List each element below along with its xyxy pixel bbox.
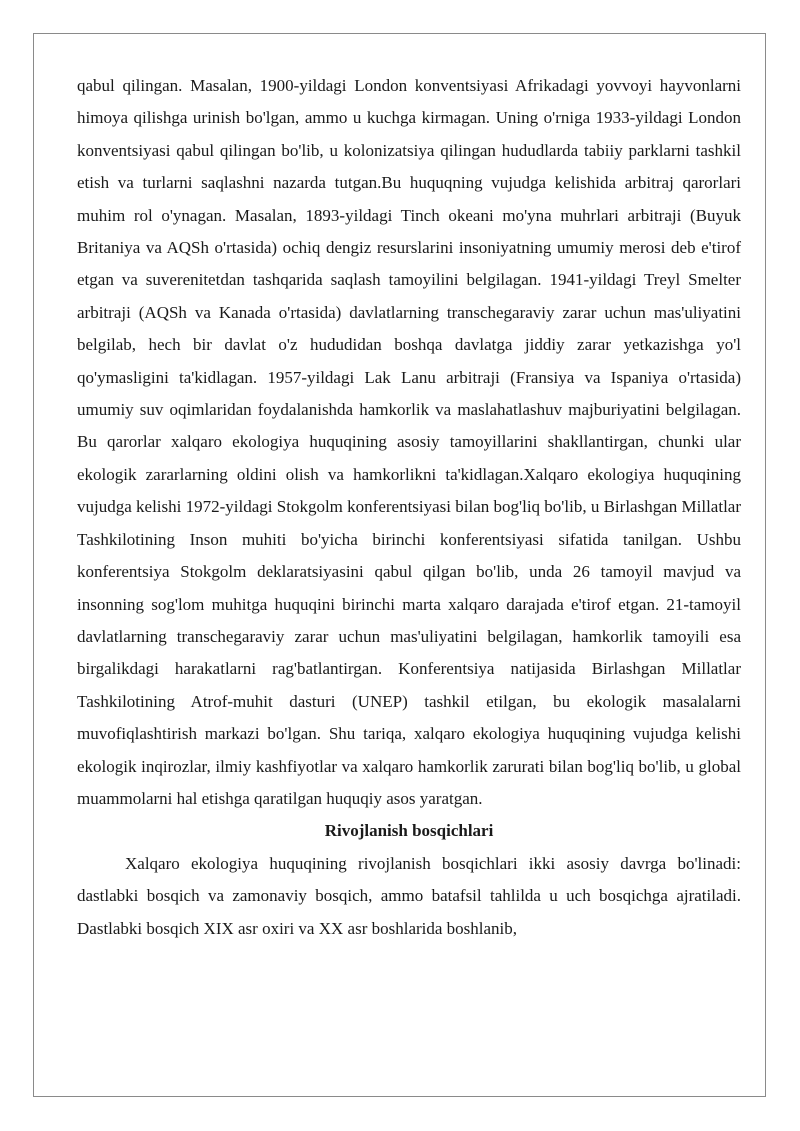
section-heading: Rivojlanish bosqichlari	[324, 821, 494, 841]
document-body	[77, 70, 741, 945]
body-paragraph: qabul qilingan. Masalan, 1900-yildagi London konventsiyasi Afrikadagi yovvoyi hayvonlarni himoya qilishga urinish bo'lgan, ammo u kuchga kirmagan. Uning o'rniga 1933-yildagi London konventsiyasi qabul qilingan bo'lib, u kolonizatsiya qilingan hududlarda tabiiy parklarni tashkil etish va turlarni saqlashni nazarda tutgan.Bu huquqning vujudga kelishida arbitraj qarorlari muhim rol o'ynagan. Masalan, 1893-yildagi Tinch okeani mo'yna muhrlari arbitraji (Buyuk Britaniya va AQSh o'rtasida) ochiq dengiz resurslarini insoniyatning umumiy merosi deb e'tirof etgan va suverenitetdan tashqarida saqlash tamoyilini belgilagan. 1941-yildagi Treyl Smelter arbitraji (AQSh va Kanada o'rtasida) davlatlarning transchegaraviy zarar uchun mas'uliyatini belgilab, hech bir davlat o'z hududidan boshqa davlatga jiddiy zarar yetkazishga yo'l qo'ymasligini ta'kidlagan. 1957-yildagi Lak Lanu arbitraji (Fransiya va Ispaniya o'rtasida) umumiy suv oqimlaridan foydalanishda hamkorlik va maslahatlashuv majburiyatini belgilagan. Bu qarorlar xalqaro ekologiya huquqining asosiy tamoyillarini shakllantirgan, chunki ular ekologik zararlarning oldini olish va hamkorlikni ta'kidlagan.Xalqaro ekologiya huquqining vujudga kelishi 1972-yildagi Stokgolm konferentsiyasi bilan bog'liq bo'lib, u Birlashgan Millatlar Tashkilotining Inson muhiti bo'yicha birinchi konferentsiyasi sifatida tanilgan. Ushbu konferentsiya Stokgolm deklaratsiyasini qabul qilgan bo'lib, unda 26 tamoyil mavjud va insonning sog'lom muhitga huquqini birinchi marta xalqaro darajada e'tirof etgan. 21-tamoyil davlatlarning transchegaraviy zarar uchun mas'uliyatini belgilagan, hamkorlik tamoyili esa birgalikdagi harakatlarni rag'batlantirgan. Konferentsiya natijasida Birlashgan Millatlar Tashkilotining Atrof-muhit dasturi (UNEP) tashkil etilgan, bu ekologik masalalarni muvofiqlashtirish markazi bo'lgan. Shu tariqa, xalqaro ekologiya huquqining vujudga kelishi ekologik inqirozlar, ilmiy kashfiyotlar va xalqaro hamkorlik zarurati bilan bog'liq bo'lib, u global muammolarni hal etishga qaratilgan huquqiy asos yaratgan.	[77, 76, 741, 808]
body-paragraph: Xalqaro ekologiya huquqining rivojlanish bosqichlari ikki asosiy davrga bo'linadi: dastlabki bosqich va zamonaviy bosqich, ammo batafsil tahlilda u uch bosqichga ajratiladi. Dastlabki bosqich XIX asr oxiri va XX asr boshlarida boshlanib,	[77, 853, 741, 938]
